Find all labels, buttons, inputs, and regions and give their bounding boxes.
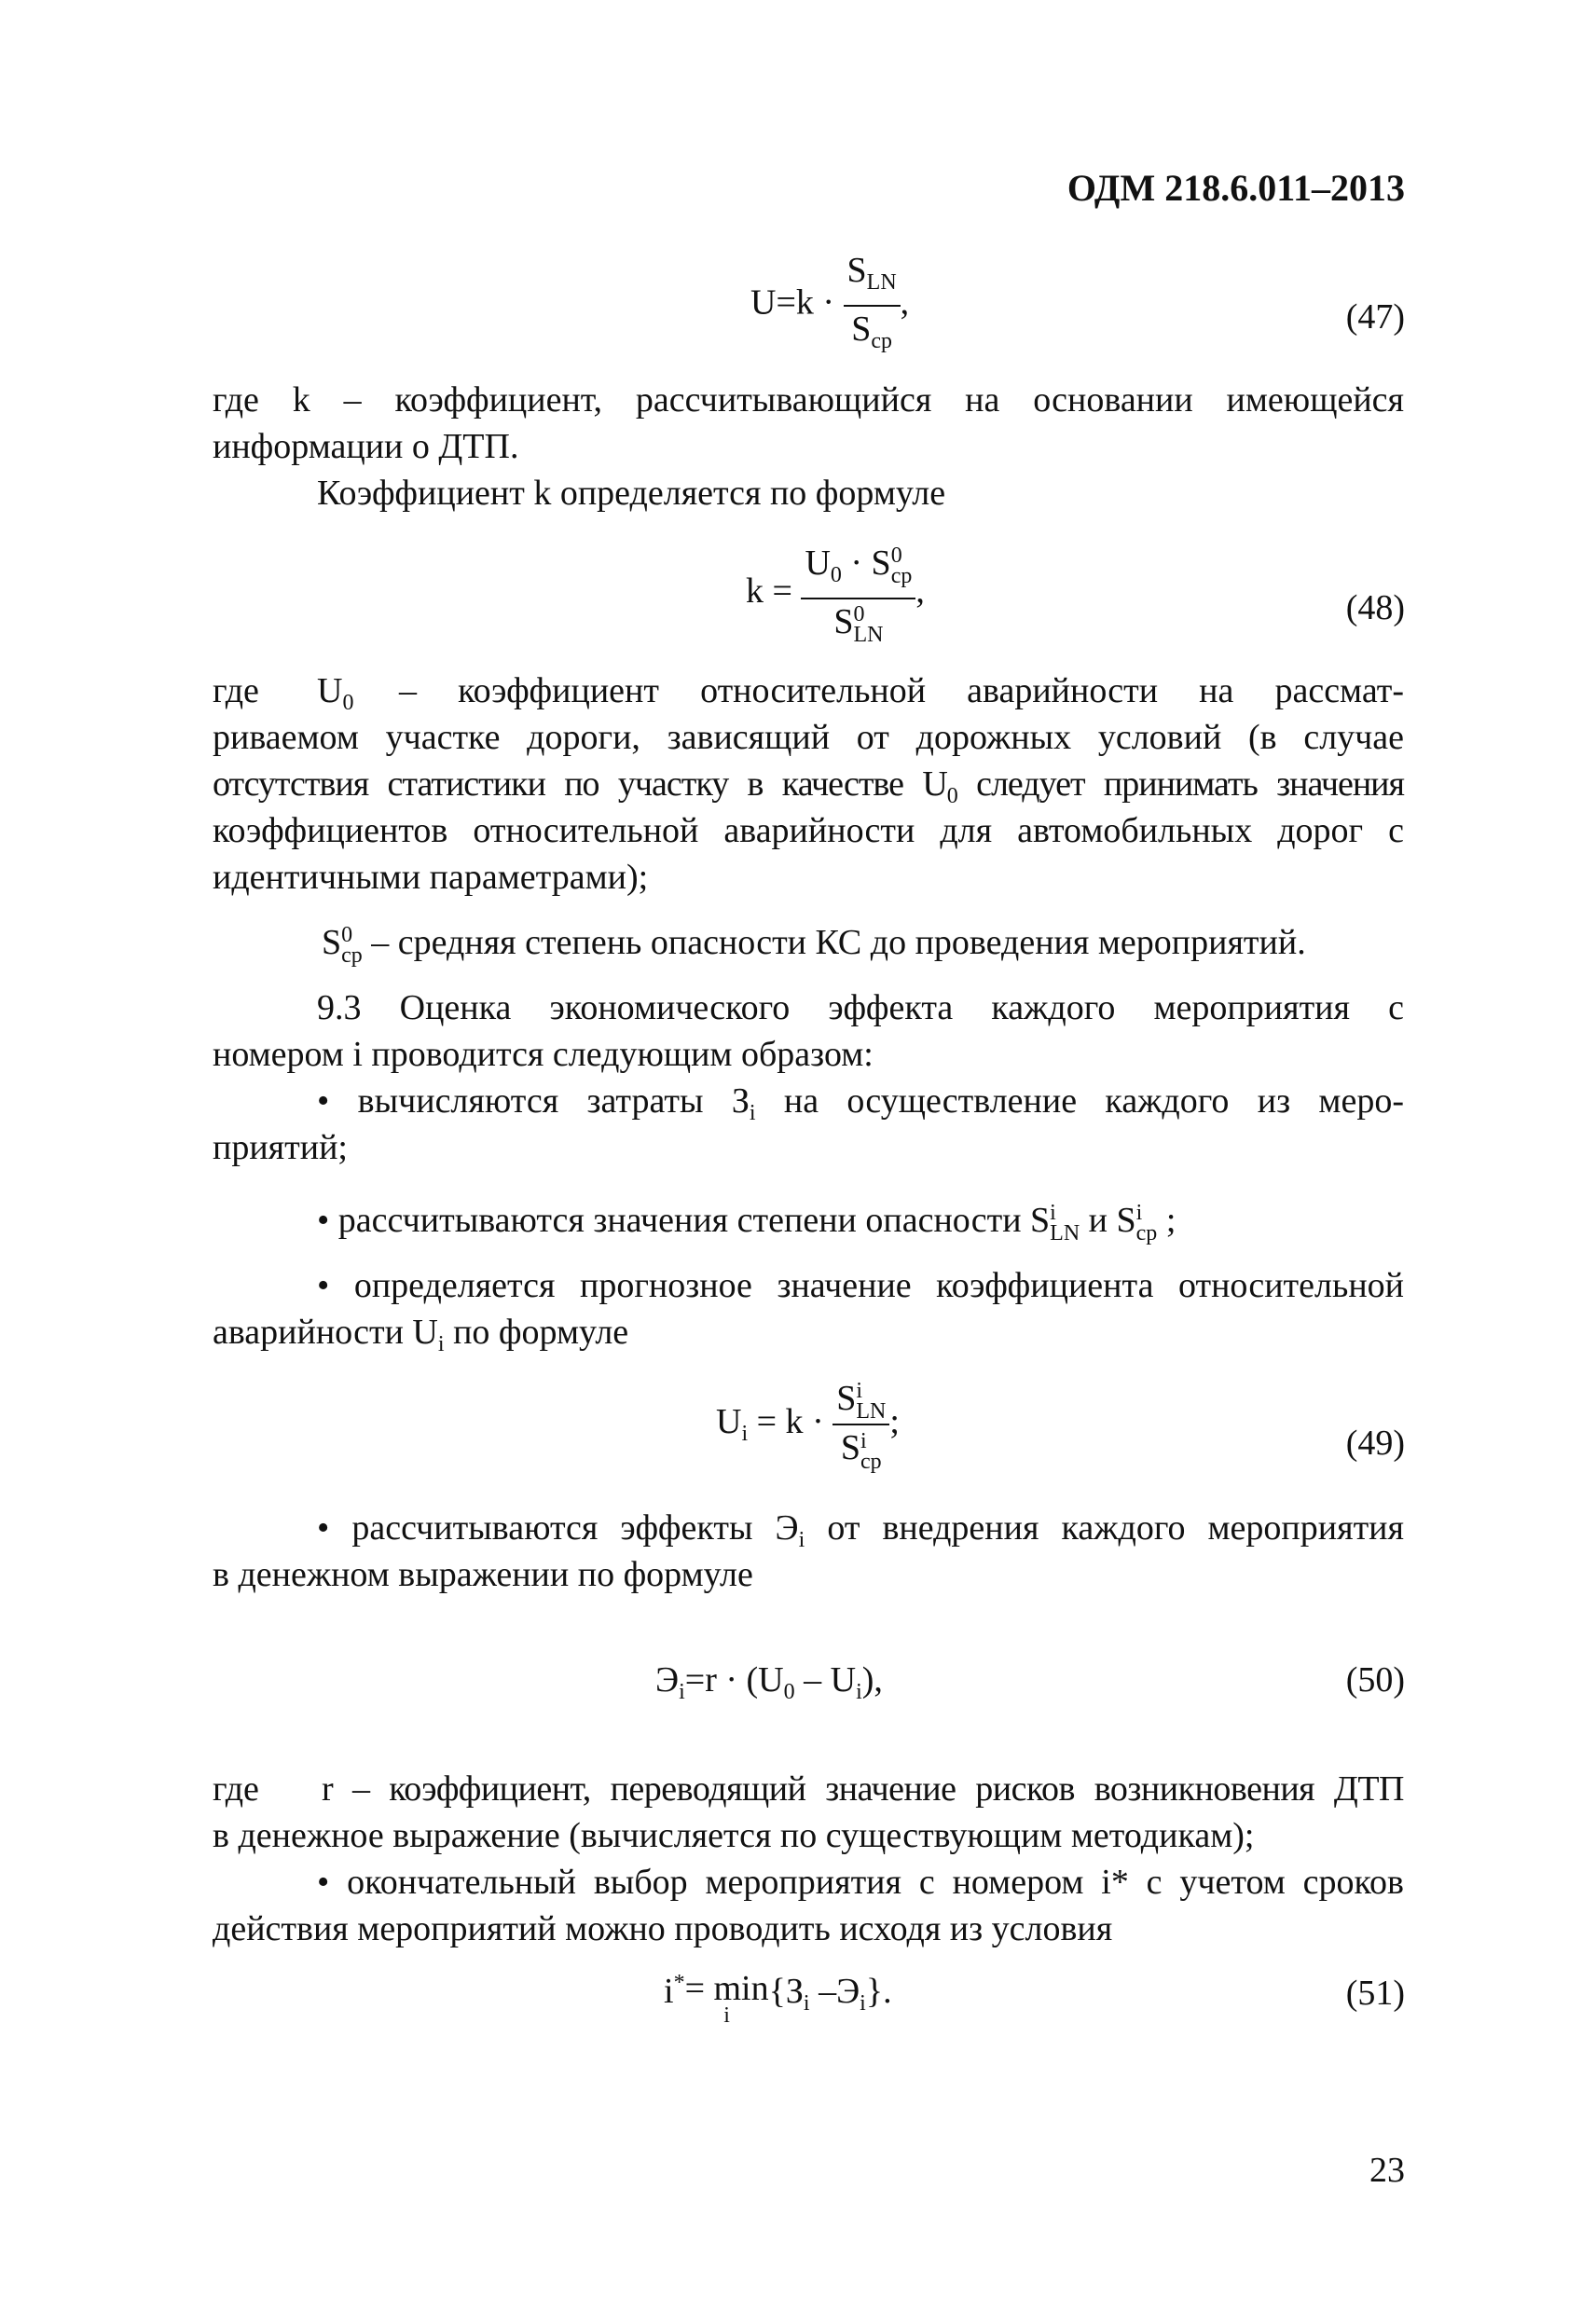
- text-line: 9.3 Оценка экономического эффекта каждого мероприятия с: [317, 988, 1404, 1027]
- text-line: • рассчитываются эффекты $Э_i$ от внедрения каждого мероприятия: [317, 1508, 1404, 1552]
- text-line: • определяется прогнозное значение коэффициента относительной: [317, 1266, 1404, 1305]
- text-line: информации о ДТП.: [213, 427, 519, 466]
- text-line: где: [213, 671, 259, 710]
- document-code: ОДМ 218.6.011–2013: [1066, 167, 1405, 209]
- text-line: отсутствия статистики по участку в качестве $U_0$ следует принимать значения: [213, 764, 1404, 808]
- equation-number-49: (49): [1345, 1424, 1405, 1463]
- equation-number-50: (50): [1345, 1660, 1405, 1700]
- text-line: в денежном выражении по формуле: [213, 1555, 753, 1594]
- text-line: S 0 ср – средняя степень опасности КС до проведения мероприятий.: [322, 923, 1306, 969]
- formula-49: $U_i = k$ · S i LN S i ср ;: [716, 1379, 900, 1474]
- formula-48: k = $U_0 \cdot S$ 0 ср S 0 LN ,: [746, 544, 925, 648]
- text-line: • окончательный выбор мероприятия с номером i* с учетом сроков: [317, 1863, 1404, 1902]
- text-line: • вычисляются затраты $З_i$ на осуществление каждого из меро-: [317, 1081, 1404, 1125]
- equation-number-51: (51): [1345, 1974, 1405, 2013]
- text-line: идентичными параметрами);: [213, 858, 649, 897]
- equation-number-48: (48): [1345, 588, 1405, 627]
- text-line: • рассчитываются значения степени опасности S i LN и S i ср ;: [317, 1201, 1176, 1246]
- text-line: аварийности $U_i$ по формуле: [213, 1313, 629, 1356]
- text-line: риваемом участке дороги, зависящий от дорожных условий (в случае: [213, 718, 1404, 757]
- text-line: приятий;: [213, 1128, 348, 1167]
- text-line: в денежное выражение (вычисляется по существующим методикам);: [213, 1816, 1255, 1855]
- equation-number-47: (47): [1345, 297, 1405, 337]
- text-line: Коэффициент k определяется по формуле: [317, 474, 946, 513]
- formula-47: U=k · $\frac{S_{LN}}{S_{ср}}$ ,: [750, 251, 910, 353]
- text-line: – коэффициент относительной аварийности на рассмат-: [399, 671, 1404, 710]
- text-line: $U_0$: [317, 671, 354, 715]
- text-line: действия мероприятий можно проводить исходя из условия: [213, 1909, 1113, 1948]
- text-line: где: [213, 1769, 259, 1809]
- text-line: номером i проводится следующим образом:: [213, 1035, 874, 1074]
- text-line: r – коэффициент, переводящий значение рисков возникновения ДТП: [322, 1769, 1404, 1809]
- formula-51: i* = min i {$З_i$ $-Э_i$}.: [664, 1969, 892, 2028]
- page-number: 23: [1369, 2151, 1405, 2190]
- formula-50: $Э_i=r \cdot (U_0 - U_i)$,: [655, 1660, 883, 1704]
- text-line: где k – коэффициент, рассчитывающийся на основании имеющейся: [213, 380, 1404, 420]
- text-line: коэффициентов относительной аварийности для автомобильных дорог с: [213, 811, 1404, 850]
